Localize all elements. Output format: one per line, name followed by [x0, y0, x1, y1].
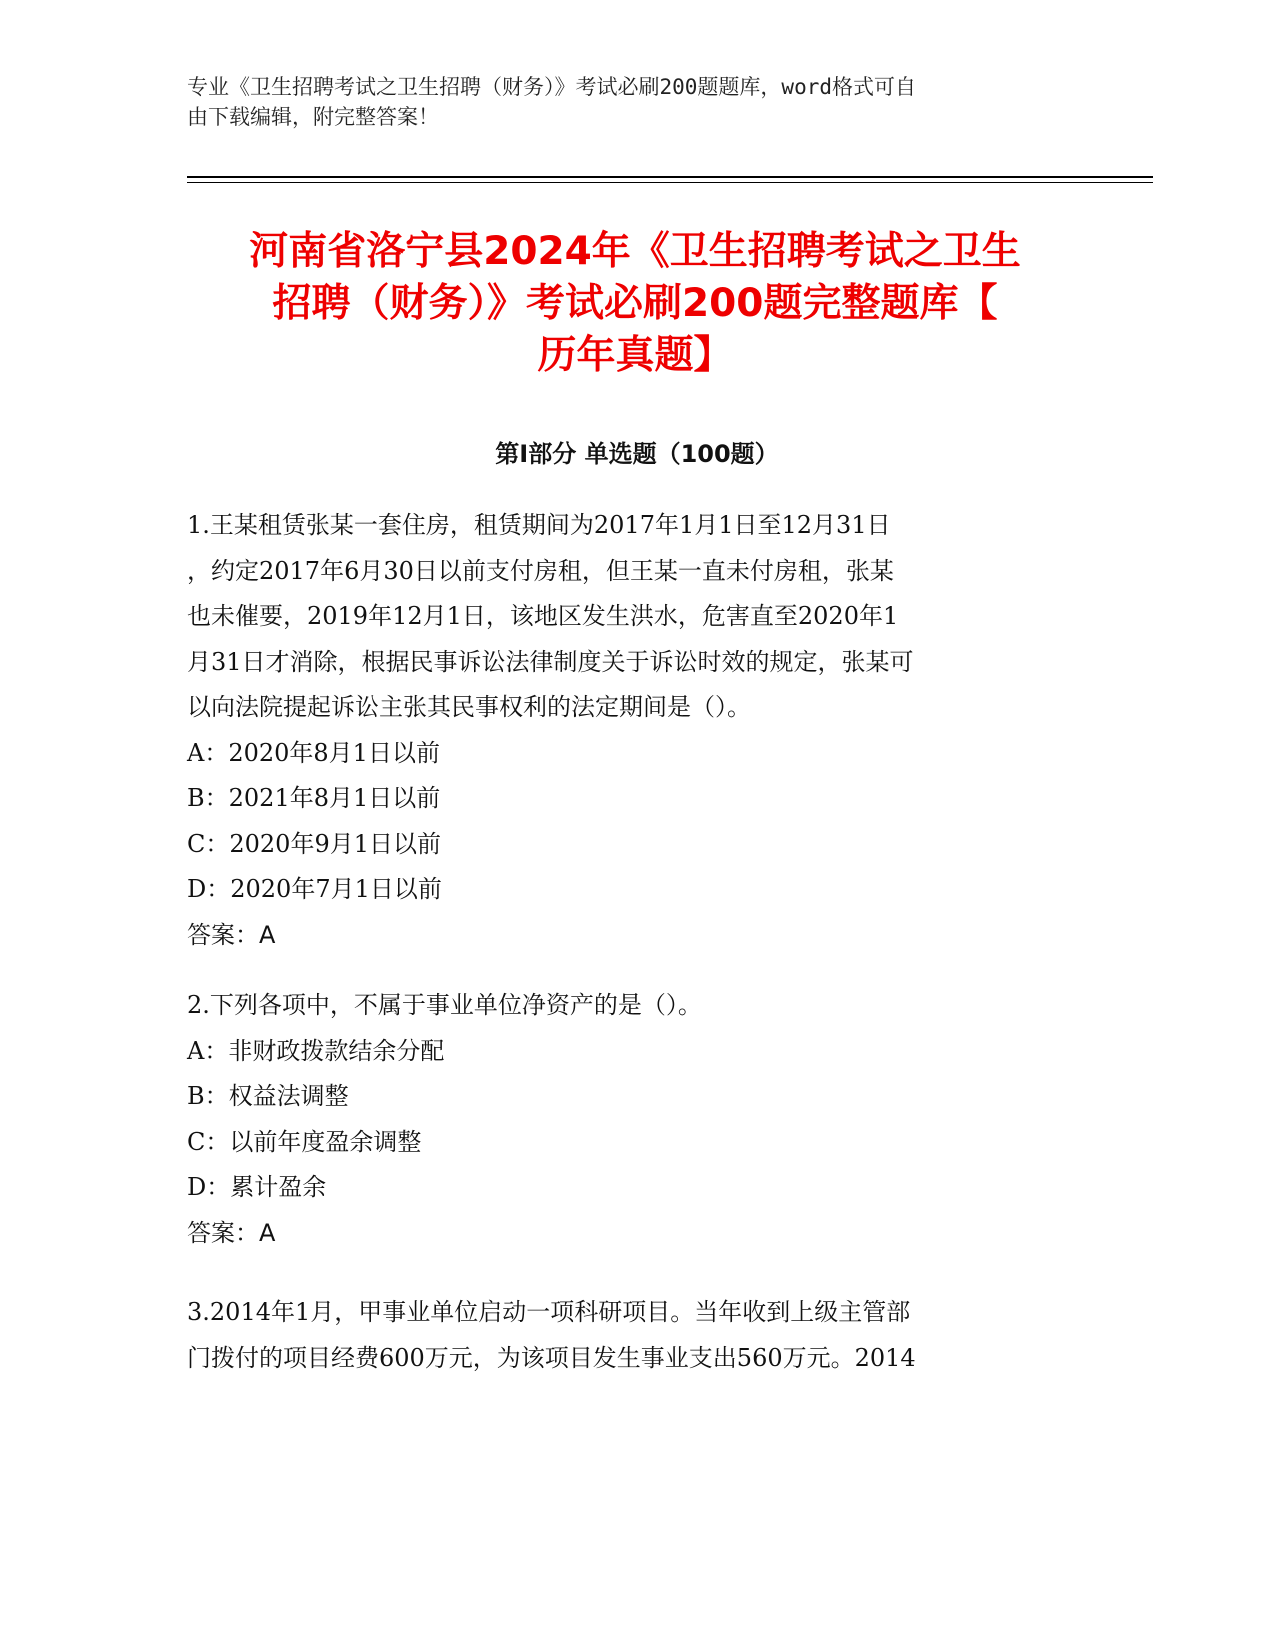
- question-2-answer: 答案：A: [187, 1218, 276, 1247]
- question-1-line-5: 以向法院提起诉讼主张其民事权利的法定期间是（）。: [187, 693, 751, 721]
- question-1-option-a: A：2020年8月1日以前: [187, 738, 440, 767]
- question-3-line-2: 门拨付的项目经费600万元，为该项目发生事业支出560万元。2014: [187, 1343, 916, 1372]
- question-2-option-a: A：非财政拨款结余分配: [187, 1036, 445, 1065]
- question-2-option-b: B：权益法调整: [187, 1082, 349, 1110]
- question-2-option-c: C：以前年度盈余调整: [187, 1127, 422, 1156]
- question-1-line-2: ，约定2017年6月30日以前支付房租，但王某一直未付房租，张某: [187, 556, 894, 585]
- question-1-line-4: 月31日才消除，根据民事诉讼法律制度关于诉讼时效的规定，张某可: [187, 647, 914, 676]
- question-1-line-1: 1.王某租赁张某一套住房，租赁期间为2017年1月1日至12月31日: [187, 511, 891, 539]
- document-title-line-2: 招聘（财务）》考试必刷200题完整题库【: [272, 281, 998, 326]
- document-title-line-1: 河南省洛宁县2024年《卫生招聘考试之卫生: [249, 229, 1021, 274]
- section-heading: 第I部分 单选题（100题）: [495, 440, 779, 468]
- question-2: [187, 983, 1067, 1256]
- header-divider-thin: [187, 182, 1153, 183]
- question-2-option-d: D：累计盈余: [187, 1173, 327, 1201]
- question-1-option-d: D：2020年7月1日以前: [187, 875, 442, 903]
- question-1-answer: 答案：A: [187, 920, 276, 949]
- header-note: [187, 72, 1067, 132]
- question-1-option-b: B：2021年8月1日以前: [187, 784, 441, 812]
- question-2-line-1: 2.下列各项中，不属于事业单位净资产的是（）。: [187, 991, 702, 1019]
- question-3: [187, 1290, 1067, 1381]
- header-note-line-1: 专业《卫生招聘考试之卫生招聘（财务）》考试必刷200题题库，word格式可自: [187, 75, 916, 99]
- question-1: [187, 503, 1067, 958]
- document-title-line-3: 历年真题】: [537, 333, 733, 378]
- document-title: [170, 226, 1100, 382]
- question-1-option-c: C：2020年9月1日以前: [187, 829, 441, 858]
- question-3-line-1: 3.2014年1月，甲事业单位启动一项科研项目。当年收到上级主管部: [187, 1298, 911, 1326]
- question-1-line-3: 也未催要，2019年12月1日，该地区发生洪水，危害直至2020年1: [187, 602, 899, 630]
- header-divider-thick: [187, 176, 1153, 178]
- header-note-line-2: 由下载编辑，附完整答案！: [187, 105, 439, 129]
